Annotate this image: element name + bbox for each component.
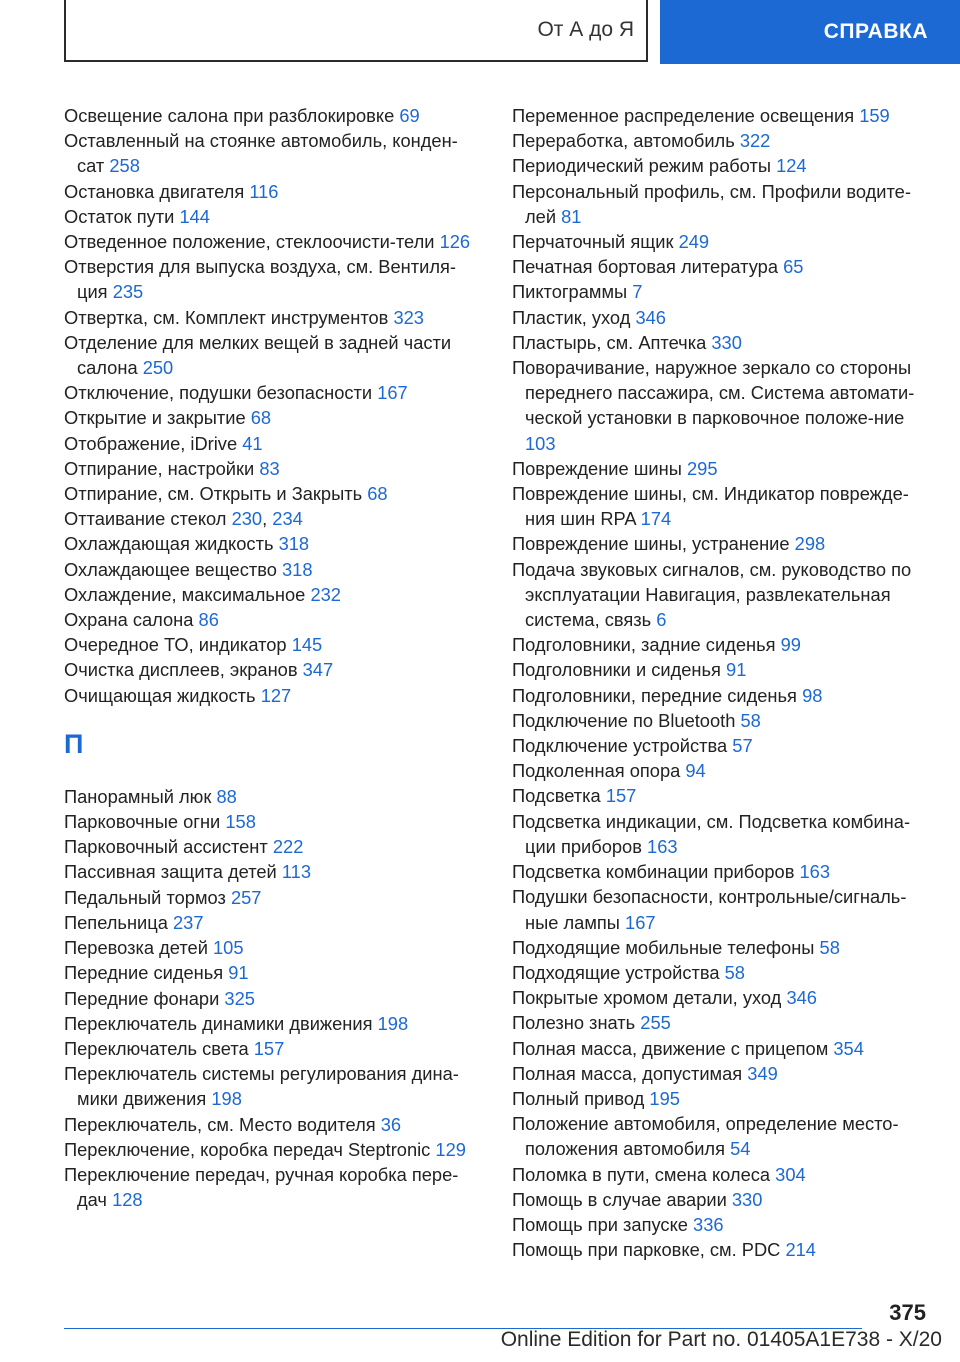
page-reference-link[interactable]: 323 (393, 306, 424, 328)
index-entry (64, 935, 484, 960)
index-term: Пластик, уход (512, 306, 631, 328)
page-reference-link[interactable]: 69 (399, 105, 420, 126)
index-term: Полная масса, допустимая (512, 1062, 743, 1084)
index-entry (512, 1086, 932, 1111)
index-entry (512, 1187, 932, 1212)
index-entry (64, 910, 484, 935)
index-entry (512, 683, 932, 708)
index-term: Подходящие устройства (512, 961, 720, 983)
index-column-left (64, 103, 484, 1212)
index-entry (64, 1061, 484, 1111)
index-term: Отверстия для выпуска воздуха, см. Вентиля-ция (64, 256, 457, 303)
page-reference-link[interactable]: 249 (678, 231, 710, 253)
page-reference-link[interactable]: 354 (833, 1037, 864, 1059)
page-reference-link[interactable]: 124 (776, 155, 807, 177)
index-term: Периодический режим работы (512, 155, 771, 177)
index-entry (512, 279, 932, 304)
index-term: Освещение салона при разблокировке (64, 105, 395, 126)
page-reference-link[interactable]: 81 (561, 205, 582, 227)
chapter-title: СПРАВКА (823, 20, 928, 43)
page-reference-link[interactable]: 105 (213, 937, 244, 959)
index-term: Очищающая жидкость (64, 684, 256, 706)
index-term: Подходящие мобильные телефоны (512, 936, 815, 958)
page-reference-link[interactable]: 7 (632, 281, 643, 303)
page-reference-link[interactable]: 103 (525, 432, 556, 454)
index-term: Отпирание, см. Открыть и Закрыть (64, 483, 363, 505)
index-term: Переработка, автомобиль (512, 130, 735, 152)
index-term: Положение автомобиля, определение место-положения автомобиля (512, 1113, 899, 1160)
index-entry (512, 531, 932, 556)
index-entry (512, 1212, 932, 1237)
index-entry (512, 809, 932, 859)
index-term: Подушки безопасности, контрольные/сигналь-ные лампы (512, 886, 907, 933)
index-entry (64, 1137, 484, 1162)
index-entry (512, 859, 932, 884)
index-entry (64, 657, 484, 682)
page-reference-link[interactable]: 214 (785, 1239, 816, 1261)
index-letter-heading: П (64, 728, 84, 759)
index-entry (512, 557, 932, 633)
index-term: Полезно знать (512, 1012, 636, 1034)
index-term: Покрытые хромом детали, уход (512, 987, 782, 1009)
index-entry (512, 708, 932, 733)
page-reference-link[interactable]: 257 (230, 886, 262, 908)
index-term: Повреждение шины (512, 457, 682, 479)
page-reference-link[interactable]: 113 (281, 861, 311, 883)
index-term: Переключение, коробка передач Steptronic (64, 1138, 431, 1160)
index-entry (64, 179, 484, 204)
page-reference-link[interactable]: 167 (625, 911, 656, 933)
index-entry (512, 229, 932, 254)
index-term: Поломка в пути, смена колеса (512, 1163, 771, 1185)
page-reference-link[interactable]: 91 (228, 962, 249, 984)
index-entry (512, 179, 932, 229)
index-term: Отделение для мелких вещей в задней части салона (64, 331, 452, 379)
page-reference-link[interactable]: 235 (112, 281, 144, 303)
index-term: Печатная бортовая литература (512, 256, 778, 278)
index-term: Охлаждающая жидкость (64, 533, 274, 555)
index-entry (64, 582, 484, 607)
index-term: Пепельница (64, 911, 168, 933)
index-group-p (64, 784, 484, 1212)
index-entry (64, 1036, 484, 1061)
page-reference-link[interactable]: 58 (819, 936, 840, 958)
page-reference-link[interactable]: 298 (794, 533, 826, 555)
page-reference-link[interactable]: 349 (747, 1062, 778, 1084)
index-entry (64, 330, 484, 380)
index-entry (512, 330, 932, 355)
index-term: Остаток пути (64, 205, 175, 227)
index-entry (512, 254, 932, 279)
index-entry (64, 809, 484, 834)
index-term: Панорамный люк (64, 785, 212, 807)
page-reference-link[interactable]: 322 (739, 130, 771, 152)
index-term: Персональный профиль, см. Профили водите-лей (512, 180, 911, 227)
index-term: Оттаивание стекол (64, 508, 227, 530)
page-reference-link[interactable]: 163 (647, 835, 678, 857)
index-term: Подголовники, задние сиденья (512, 634, 776, 656)
page-reference-link[interactable]: 347 (302, 659, 334, 681)
index-term: Охрана салона (64, 609, 194, 631)
index-group-right (512, 103, 932, 1262)
index-term: Подколенная опора (512, 760, 681, 782)
page-reference-link[interactable]: 336 (693, 1213, 724, 1235)
index-entry (512, 1061, 932, 1086)
index-term: Пассивная защита детей (64, 861, 277, 883)
index-entry (64, 128, 484, 178)
page-reference-link[interactable]: 325 (224, 987, 255, 1009)
index-term: Охлаждающее вещество (64, 558, 277, 580)
section-tab (64, 0, 648, 62)
index-term: Подсветка индикации, см. Подсветка комбина-ции приборов (512, 810, 911, 857)
index-entry (512, 481, 932, 531)
index-entry (512, 1036, 932, 1061)
page-reference-link[interactable]: 126 (439, 231, 471, 253)
page-reference-link[interactable]: 54 (730, 1138, 751, 1160)
index-term: Подголовники, передние сиденья (512, 684, 797, 706)
index-term: Парковочный ассистент (64, 836, 268, 858)
index-term: Очередное ТО, индикатор (64, 634, 287, 656)
index-entry (64, 859, 484, 884)
index-entry (64, 632, 484, 657)
index-term: Оставленный на стоянке автомобиль, конден-сат (64, 130, 458, 177)
page-reference-link[interactable]: 128 (112, 1189, 143, 1211)
index-entry (512, 657, 932, 682)
index-term: Помощь при запуске (512, 1213, 688, 1235)
index-term: Перчаточный ящик (512, 231, 674, 253)
index-term: Полный привод (512, 1087, 645, 1109)
index-entry (64, 431, 484, 456)
index-entry (64, 1011, 484, 1036)
index-term: Подключение по Bluetooth (512, 709, 736, 731)
index-entry (64, 557, 484, 582)
index-entry (64, 1112, 484, 1137)
index-entry (64, 305, 484, 330)
page-reference-link[interactable]: 159 (859, 105, 890, 126)
page-reference-link[interactable]: 258 (109, 155, 140, 177)
index-term: Передние фонари (64, 987, 220, 1009)
index-entry (64, 986, 484, 1011)
page-reference-link[interactable]: 330 (731, 1188, 763, 1210)
index-entry (64, 481, 484, 506)
index-entry (64, 1162, 484, 1212)
index-entry (512, 632, 932, 657)
page-number: 375 (889, 1300, 926, 1325)
page-reference-link[interactable]: 195 (649, 1087, 680, 1109)
page-reference-link[interactable]: 157 (253, 1037, 285, 1059)
section-title: От А до Я (537, 18, 634, 41)
index-entry (512, 1162, 932, 1187)
index-term: Отпирание, настройки (64, 457, 255, 479)
page-reference-link[interactable]: 144 (179, 205, 210, 227)
index-column-right (512, 103, 932, 1262)
page-reference-link[interactable]: 68 (367, 483, 388, 505)
index-term: Подключение устройства (512, 735, 728, 757)
page-reference-link[interactable]: 6 (656, 609, 667, 631)
index-entry (64, 834, 484, 859)
index-term: Отвертка, см. Комплект инструментов (64, 306, 389, 328)
index-term: Повреждение шины, устранение (512, 533, 790, 555)
index-term: Пиктограммы (512, 281, 628, 303)
index-term: Переключатель динамики движения (64, 1012, 373, 1034)
index-term: Очистка дисплеев, экранов (64, 659, 298, 681)
page-reference-link[interactable]: 237 (173, 911, 204, 933)
index-entry (64, 456, 484, 481)
index-entry (64, 531, 484, 556)
index-entry (512, 783, 932, 808)
index-term: Помощь в случае аварии (512, 1188, 727, 1210)
index-entry (64, 229, 484, 254)
index-entry (512, 758, 932, 783)
index-entry: Оттаивание стекол 230, 234 (64, 508, 303, 530)
page-reference-link[interactable]: 145 (291, 634, 323, 656)
page-reference-link[interactable]: 57 (732, 735, 753, 757)
index-term: Отображение, iDrive (64, 432, 238, 454)
page-reference-link[interactable]: 330 (711, 331, 742, 353)
index-entry (64, 683, 484, 708)
index-entry (512, 935, 932, 960)
page-reference-link[interactable]: 127 (260, 684, 292, 706)
index-term: Пластырь, см. Аптечка (512, 331, 707, 353)
index-term: Переменное распределение освещения (512, 105, 855, 126)
index-entry (64, 103, 484, 128)
index-term: Переключатель системы регулирования дина-мики движения (64, 1063, 459, 1110)
index-entry (512, 355, 932, 456)
index-term: Подача звуковых сигналов, см. руководство по эксплуатации Навигация, развлекательная система, связь (512, 558, 912, 631)
page-reference-link[interactable]: 163 (799, 861, 831, 883)
page-reference-link[interactable]: 99 (780, 634, 801, 656)
index-entry (512, 103, 932, 128)
index-term: Подголовники и сиденья (512, 659, 721, 681)
page-reference-link[interactable]: 304 (775, 1163, 806, 1185)
index-entry (64, 784, 484, 809)
index-entry (512, 305, 932, 330)
index-entry (512, 985, 932, 1010)
index-term: Поворачивание, наружное зеркало со стороны переднего пассажира, см. Система автомати-ческой установки в парковочное положе-ние (512, 357, 915, 429)
index-term: Педальный тормоз (64, 886, 226, 908)
footer-edition: Online Edition for Part no. 01405A1E738 - X/20 (500, 1328, 942, 1351)
page-reference-link[interactable]: 222 (272, 836, 304, 858)
page-reference-link[interactable]: 86 (198, 609, 219, 631)
index-entry (64, 960, 484, 985)
index-entry (64, 885, 484, 910)
page-reference-link[interactable]: 157 (605, 785, 637, 807)
page-reference-link[interactable]: 88 (216, 785, 237, 807)
index-term: Перевозка детей (64, 937, 208, 959)
index-term: Повреждение шины, см. Индикатор поврежде-ния шин RPA (512, 483, 909, 530)
index-term: Подсветка (512, 785, 601, 807)
index-term: Полная масса, движение с прицепом (512, 1037, 829, 1059)
page-reference-link[interactable]: 158 (225, 811, 256, 833)
page-reference-link[interactable]: 129 (435, 1138, 466, 1160)
page-reference-link[interactable]: 234 (272, 508, 303, 530)
page-reference-link[interactable]: 318 (281, 558, 313, 580)
index-entry (512, 456, 932, 481)
index-term: Переключатель света (64, 1037, 249, 1059)
page-header (0, 0, 960, 66)
index-entry (512, 960, 932, 985)
page-reference-link[interactable]: 174 (640, 508, 672, 530)
chapter-tab (660, 0, 960, 64)
index-term: Открытие и закрытие (64, 407, 246, 429)
index-entry (512, 1237, 932, 1262)
index-group-o (64, 103, 484, 708)
page-reference-link[interactable]: 41 (242, 432, 263, 454)
index-entry (512, 884, 932, 934)
page-reference-link[interactable]: 58 (724, 961, 745, 983)
index-entry (64, 204, 484, 229)
page-reference-link[interactable]: 167 (377, 382, 408, 404)
page-reference-link[interactable]: 65 (783, 256, 804, 278)
page-reference-link[interactable]: 255 (640, 1012, 671, 1034)
page-reference-link[interactable]: 116 (249, 180, 279, 202)
index-entry (64, 380, 484, 405)
page-reference-link[interactable]: 94 (685, 760, 706, 782)
index-entry (512, 153, 932, 178)
page-reference-link[interactable]: 295 (686, 457, 718, 479)
index-term: Отведенное положение, стеклоочисти-тели (64, 231, 435, 253)
page-reference-link[interactable]: 232 (310, 583, 341, 605)
index-entry (512, 1111, 932, 1161)
index-entry (512, 1010, 932, 1035)
index-entry (512, 128, 932, 153)
index-term: Помощь при парковке, см. PDC (512, 1239, 781, 1261)
page-reference-link[interactable]: 198 (377, 1012, 409, 1034)
index-term: Отключение, подушки безопасности (64, 382, 373, 404)
index-entry (512, 733, 932, 758)
page-reference-link[interactable]: 230 (231, 508, 263, 530)
page-reference-link[interactable]: 198 (211, 1088, 242, 1110)
page-reference-link[interactable]: 68 (250, 407, 272, 429)
page-reference-link[interactable]: 83 (259, 457, 280, 479)
page-reference-link[interactable]: 318 (278, 533, 310, 555)
page-reference-link[interactable]: 91 (726, 659, 747, 681)
page-reference-link[interactable]: 250 (142, 357, 174, 379)
page-reference-link[interactable]: 98 (802, 684, 823, 706)
index-entry (64, 607, 484, 632)
page-reference-link[interactable]: 346 (786, 987, 817, 1009)
index-term: Охлаждение, максимальное (64, 583, 306, 605)
page-reference-link[interactable]: 58 (740, 709, 761, 731)
index-term: Парковочные огни (64, 811, 221, 833)
index-entry (64, 254, 484, 304)
index-term: Передние сиденья (64, 962, 224, 984)
index-term: Остановка двигателя (64, 180, 245, 202)
page-reference-link[interactable]: 36 (380, 1113, 402, 1135)
index-entry (64, 405, 484, 430)
index-term: Подсветка комбинации приборов (512, 861, 795, 883)
index-term: Переключатель, см. Место водителя (64, 1113, 376, 1135)
index-term: Переключение передач, ручная коробка пере-дач (64, 1163, 459, 1211)
page-reference-link[interactable]: 346 (635, 306, 666, 328)
